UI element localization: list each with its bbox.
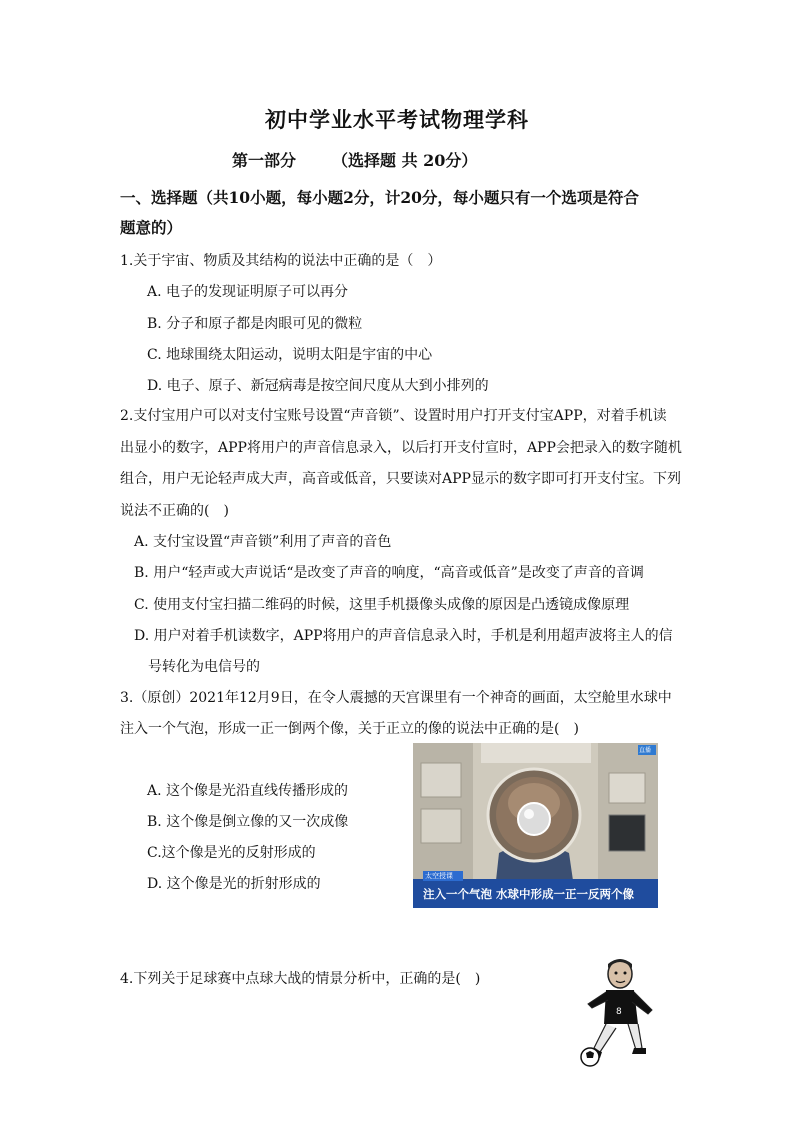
- part-subtitle: （选择题 共 20分）: [332, 151, 478, 170]
- question-2-stem-line4: 说法不正确的( ): [120, 503, 229, 519]
- question-2-option-c: C. 使用支付宝扫描二维码的时候，这里手机摄像头成像的原因是凸透镜成像原理: [134, 597, 630, 613]
- page-title: 初中学业水平考试物理学科: [265, 107, 529, 132]
- photo-caption-tag: 太空授课: [425, 872, 453, 880]
- svg-text:8: 8: [616, 1007, 622, 1017]
- question-3-option-b: B. 这个像是倒立像的又一次成像: [147, 814, 349, 830]
- question-2-option-b: B. 用户“轻声或大声说话“是改变了声音的响度，“高音或低音”是改变了声音的音调: [134, 565, 644, 581]
- photo-corner-logo: 直播: [639, 747, 652, 754]
- question-3-option-c: C.这个像是光的反射形成的: [147, 845, 316, 861]
- question-2-option-d: D. 用户对着手机读数字，APP将用户的声音信息录入时，手机是利用超声波将主人的信: [134, 628, 673, 644]
- part-heading: [232, 148, 477, 171]
- question-3-stem-line1: 3.（原创）2021年12月9日，在令人震撼的天宫课里有一个神奇的画面，太空舱里水球中: [120, 690, 672, 706]
- question-3-stem-line2: 注入一个气泡，形成一正一倒两个像，关于正立的像的说法中正确的是( ): [120, 721, 579, 737]
- question-3-option-d: D. 这个像是光的折射形成的: [147, 876, 321, 892]
- part-label: 第一部分: [232, 151, 297, 170]
- space-station-photo: [413, 743, 658, 908]
- question-2-stem-line3: 组合，用户无论轻声成大声，高音或低音，只要读对APP显示的数字即可打开支付宝。下列: [120, 471, 681, 487]
- question-1-stem: 1.关于宇宙、物质及其结构的说法中正确的是（ ）: [120, 253, 442, 269]
- photo-caption: 注入一个气泡 水球中形成一正一反两个像: [423, 887, 635, 901]
- question-1-option-d: D. 电子、原子、新冠病毒是按空间尺度从大到小排列的: [147, 378, 489, 394]
- section-heading-line2: 题意的）: [120, 218, 183, 237]
- question-1-option-c: C. 地球围绕太阳运动，说明太阳是宇宙的中心: [147, 347, 433, 363]
- question-2-option-d-continued: 号转化为电信号的: [148, 659, 260, 675]
- section-heading-line1: 一、选择题（共10小题，每小题2分，计20分，每小题只有一个选项是符合: [120, 188, 639, 207]
- question-2-stem-line1: 2.支付宝用户可以对支付宝账号设置“声音锁”、设置时用户打开支付宝APP，对着手机读: [120, 408, 667, 424]
- question-4-stem: 4.下列关于足球赛中点球大战的情景分析中，正确的是( ): [120, 971, 481, 987]
- question-3-option-a: A. 这个像是光沿直线传播形成的: [147, 783, 349, 799]
- question-2-stem-line2: 出显小的数字，APP将用户的声音信息录入，以后打开支付宣时，APP会把录入的数字随机: [120, 440, 682, 456]
- question-2-option-a: A. 支付宝设置“声音锁”利用了声音的音色: [134, 534, 392, 550]
- question-1-option-b: B. 分子和原子都是肉眼可见的微粒: [147, 316, 363, 332]
- space-station-scene: [413, 743, 658, 908]
- soccer-player-illustration: [576, 956, 662, 1068]
- question-1-option-a: A. 电子的发现证明原子可以再分: [147, 284, 349, 300]
